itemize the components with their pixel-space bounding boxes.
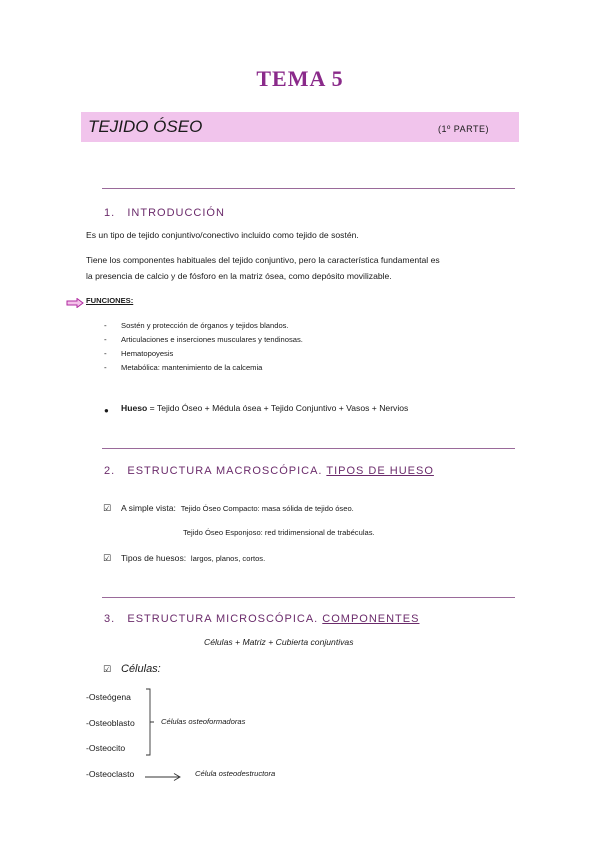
esponjoso-text: Tejido Óseo Esponjoso: red tridimensional de trabéculas. [183,528,375,537]
cell-type: -Osteógena [86,692,131,702]
compacto-text: Tejido Óseo Compacto: masa sólida de tejido óseo. [180,504,354,513]
cell-type: -Osteoblasto [86,718,135,728]
section-subtitle: COMPONENTES [322,613,420,625]
section-2-heading [104,465,434,477]
hueso-definition [121,403,408,413]
right-arrow-icon [144,769,182,787]
bullet-icon: ● [104,406,109,415]
list-item: Sostén y protección de órganos y tejidos blandos. [121,321,289,330]
list-item: Articulaciones e inserciones musculares y tendinosas. [121,335,303,344]
bone-types-text: largos, planos, cortos. [190,554,266,563]
section-1-heading [104,207,225,219]
hueso-text: = Tejido Óseo + Médula ósea + Tejido Conjuntivo + Vasos + Nervios [147,403,409,413]
section-3-heading [104,613,419,625]
dash-bullet: - [104,349,107,358]
section-divider [102,448,515,449]
item-prefix: Tipos de huesos: [121,553,187,563]
item-prefix: A simple vista: [121,503,176,513]
topic-part: (1º PARTE) [438,124,489,134]
cell-type: -Osteoclasto [86,769,135,779]
celulas-label: Células: [121,663,161,675]
checkbox-bullet-icon: ☑ [103,664,112,674]
cell-type: -Osteocito [86,743,126,753]
components-formula: Células + Matriz + Cubierta conjuntivas [204,637,354,647]
section-title: INTRODUCCIÓN [127,207,225,219]
section-divider [102,188,515,189]
section-number: 1. [104,207,116,219]
bracket-icon [145,688,155,761]
dash-bullet: - [104,321,107,330]
paragraph-line: Tiene los componentes habituales del tejido conjuntivo, pero la característica fundamental es [86,255,440,265]
list-item: Hematopoyesis [121,349,174,358]
list-item: Metabólica: mantenimiento de la calcemia [121,363,263,372]
section-number: 3. [104,613,116,625]
macro-item [121,503,354,513]
intro-text: Es un tipo de tejido conjuntivo/conectivo incluido como tejido de sostén. [86,230,359,240]
section-number: 2. [104,465,116,477]
paragraph-line: la presencia de calcio y de fósforo en la matriz ósea, como depósito movilizable. [86,271,392,281]
section-title: ESTRUCTURA MICROSCÓPICA. [127,613,319,625]
page-title: TEMA 5 [256,66,344,91]
dash-bullet: - [104,363,107,372]
group-label: Células osteoformadoras [161,717,246,726]
arrow-icon [66,295,84,313]
macro-item [121,553,265,563]
checkbox-bullet-icon: ☑ [103,553,112,563]
section-subtitle: TIPOS DE HUESO [326,465,434,477]
hueso-label: Hueso [121,403,148,413]
funciones-label: FUNCIONES: [86,296,134,305]
section-title: ESTRUCTURA MACROSCÓPICA. [127,465,323,477]
topic-title: TEJIDO ÓSEO [88,117,203,136]
checkbox-bullet-icon: ☑ [103,503,112,513]
section-divider [102,597,515,598]
dash-bullet: - [104,335,107,344]
osteoclast-label: Célula osteodestructora [195,769,276,778]
